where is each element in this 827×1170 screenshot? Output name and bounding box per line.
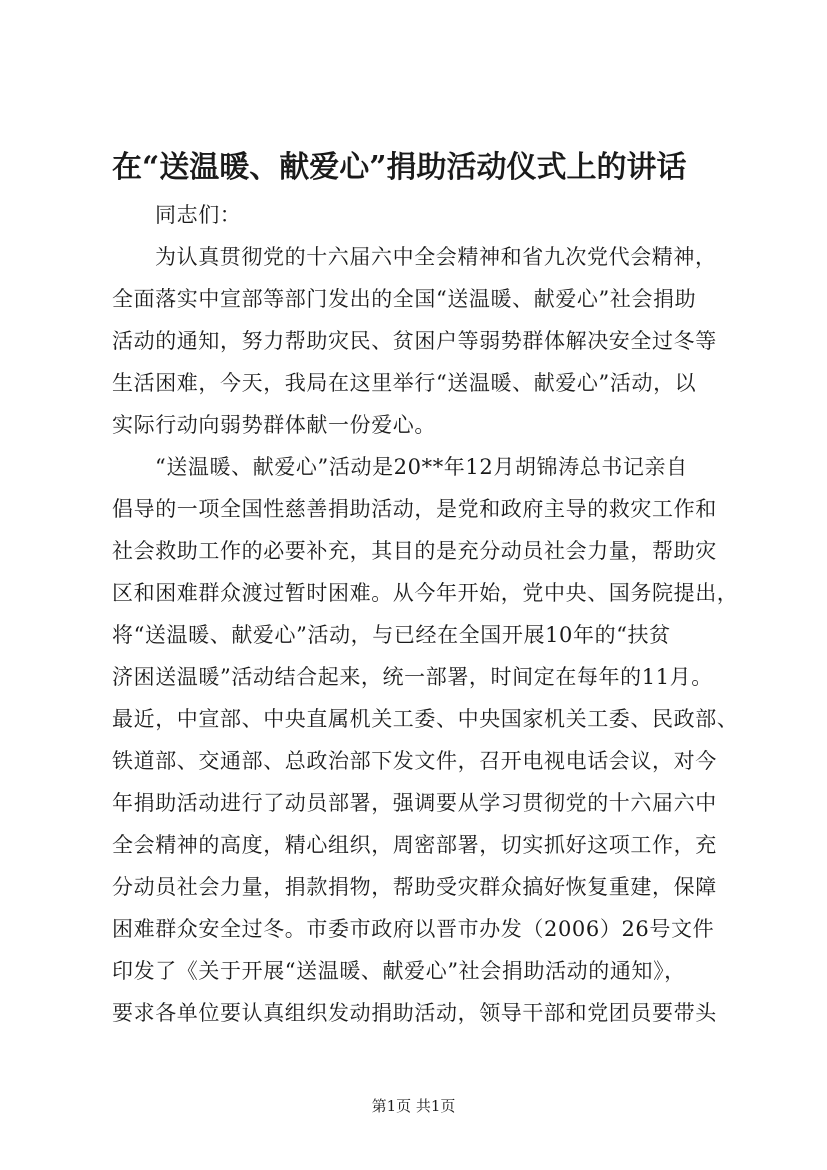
text-line: 最近，中宣部、中央直属机关工委、中央国家机关工委、民政部、 — [112, 707, 739, 731]
text-line: 活动的通知，努力帮助灾民、贫困户等弱势群体解决安全过冬等 — [112, 329, 717, 353]
page-footer: 第1页 共1页 — [371, 1097, 456, 1115]
text-line: 印发了《关于开展“送温暖、献爱心”社会捐助活动的通知》， — [112, 959, 686, 983]
text-line: 困难群众安全过冬。市委市政府以晋市办发（2006）26号文件 — [112, 917, 715, 941]
text-line: 生活困难，今天，我局在这里举行“送温暖、献爱心”活动，以 — [112, 371, 697, 395]
text-line: 倡导的一项全国性慈善捐助活动，是党和政府主导的救灾工作和 — [112, 497, 717, 521]
text-line: 全面落实中宣部等部门发出的全国“送温暖、献爱心”社会捐助 — [112, 287, 697, 311]
document-title: 在“送温暖、献爱心”捐助活动仪式上的讲话 — [112, 150, 687, 185]
text-line: 实际行动向弱势群体献一份爱心。 — [112, 413, 436, 437]
text-line: 年捐助活动进行了动员部署，强调要从学习贯彻党的十六届六中 — [112, 791, 717, 815]
text-line: 要求各单位要认真组织发动捐助活动，领导干部和党团员要带头 — [112, 1001, 717, 1025]
text-line: 分动员社会力量，捐款捐物，帮助受灾群众搞好恢复重建，保障 — [112, 875, 717, 899]
greeting-line: 同志们： — [155, 203, 242, 227]
text-line: “送温暖、献爱心”活动是20**年12月胡锦涛总书记亲自 — [155, 455, 688, 479]
text-line: 铁道部、交通部、总政治部下发文件，召开电视电话会议，对今 — [112, 749, 717, 773]
text-line: 全会精神的高度，精心组织，周密部署，切实抓好这项工作，充 — [112, 833, 717, 857]
text-line: 将“送温暖、献爱心”活动，与已经在全国开展10年的“扶贫 — [112, 623, 671, 647]
text-line: 社会救助工作的必要补充，其目的是充分动员社会力量，帮助灾 — [112, 539, 717, 563]
text-line: 为认真贯彻党的十六届六中全会精神和省九次党代会精神， — [155, 245, 717, 269]
text-line: 济困送温暖”活动结合起来，统一部署，时间定在每年的11月。 — [112, 665, 713, 689]
text-line: 区和困难群众渡过暂时困难。从今年开始，党中央、国务院提出， — [112, 581, 739, 605]
